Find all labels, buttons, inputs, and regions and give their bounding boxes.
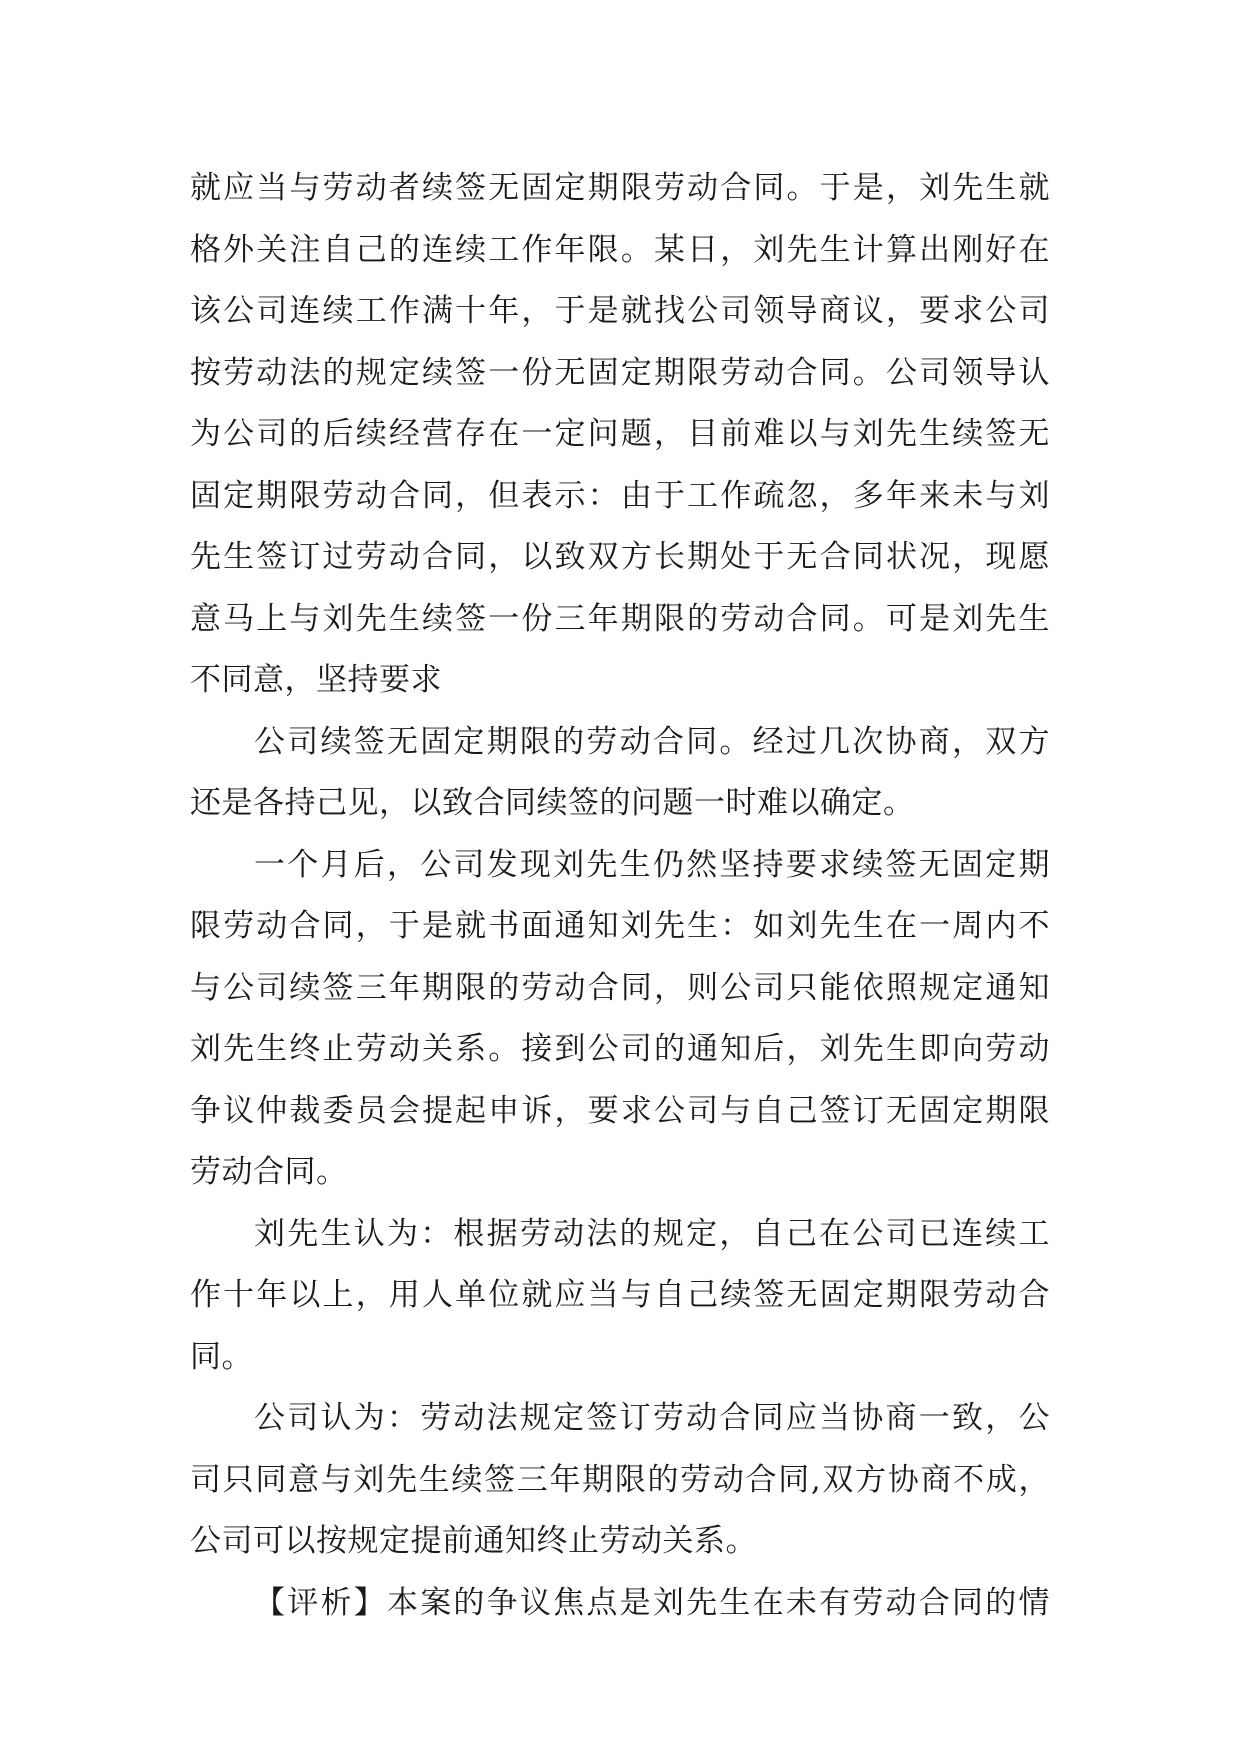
paragraph <box>190 1204 1050 1389</box>
text-line: 限劳动合同，于是就书面通知刘先生：如刘先生在一周内不 <box>190 908 1050 944</box>
text-line: 按劳动法的规定续签一份无固定期限劳动合同。公司领导认 <box>190 354 1050 391</box>
text-line: 格外关注自己的连续工作年限。某日，刘先生计算出刚好在 <box>190 231 1050 268</box>
text-line: 争议仲裁委员会提起申诉，要求公司与自己签订无固定期限 <box>190 1092 1050 1129</box>
text-line: 该公司连续工作满十年，于是就找公司领导商议，要求公司 <box>190 293 1050 329</box>
text-line: 不同意，坚持要求 <box>190 662 442 698</box>
text-line: 【评析】本案的争议焦点是刘先生在未有劳动合同的情 <box>254 1584 1050 1621</box>
paragraph <box>190 1388 1050 1573</box>
text-line: 作十年以上，用人单位就应当与自己续签无固定期限劳动合 <box>190 1277 1050 1313</box>
text-line: 与公司续签三年期限的劳动合同，则公司只能依照规定通知 <box>190 969 1050 1006</box>
text-line: 为公司的后续经营存在一定问题，目前难以与刘先生续签无 <box>190 416 1050 452</box>
text-line: 固定期限劳动合同，但表示：由于工作疏忽，多年来未与刘 <box>190 477 1050 514</box>
text-line: 公司认为：劳动法规定签订劳动合同应当协商一致，公 <box>254 1400 1050 1436</box>
paragraph <box>190 712 1050 835</box>
text-line: 刘先生认为：根据劳动法的规定，自己在公司已连续工 <box>254 1215 1050 1252</box>
text-line: 一个月后，公司发现刘先生仍然坚持要求续签无固定期 <box>254 846 1050 883</box>
text-line: 刘先生终止劳动关系。接到公司的通知后，刘先生即向劳动 <box>190 1031 1050 1067</box>
text-line: 劳动合同。 <box>190 1154 348 1190</box>
paragraph <box>190 1573 1050 1635</box>
text-line: 还是各持己见，以致合同续签的问题一时难以确定。 <box>190 785 915 821</box>
text-line: 司只同意与刘先生续签三年期限的劳动合同,双方协商不成， <box>190 1461 1050 1498</box>
text-line: 公司续签无固定期限的劳动合同。经过几次协商，双方 <box>254 723 1050 760</box>
text-line: 公司可以按规定提前通知终止劳动关系。 <box>190 1523 757 1559</box>
text-line: 就应当与劳动者续签无固定期限劳动合同。于是，刘先生就 <box>190 170 1050 206</box>
paragraph <box>190 835 1050 1204</box>
paragraph <box>190 158 1050 712</box>
text-line: 同。 <box>190 1338 253 1375</box>
body-text <box>190 158 1050 1634</box>
text-line: 意马上与刘先生续签一份三年期限的劳动合同。可是刘先生 <box>190 600 1050 637</box>
text-line: 先生签订过劳动合同，以致双方长期处于无合同状况，现愿 <box>190 539 1050 575</box>
